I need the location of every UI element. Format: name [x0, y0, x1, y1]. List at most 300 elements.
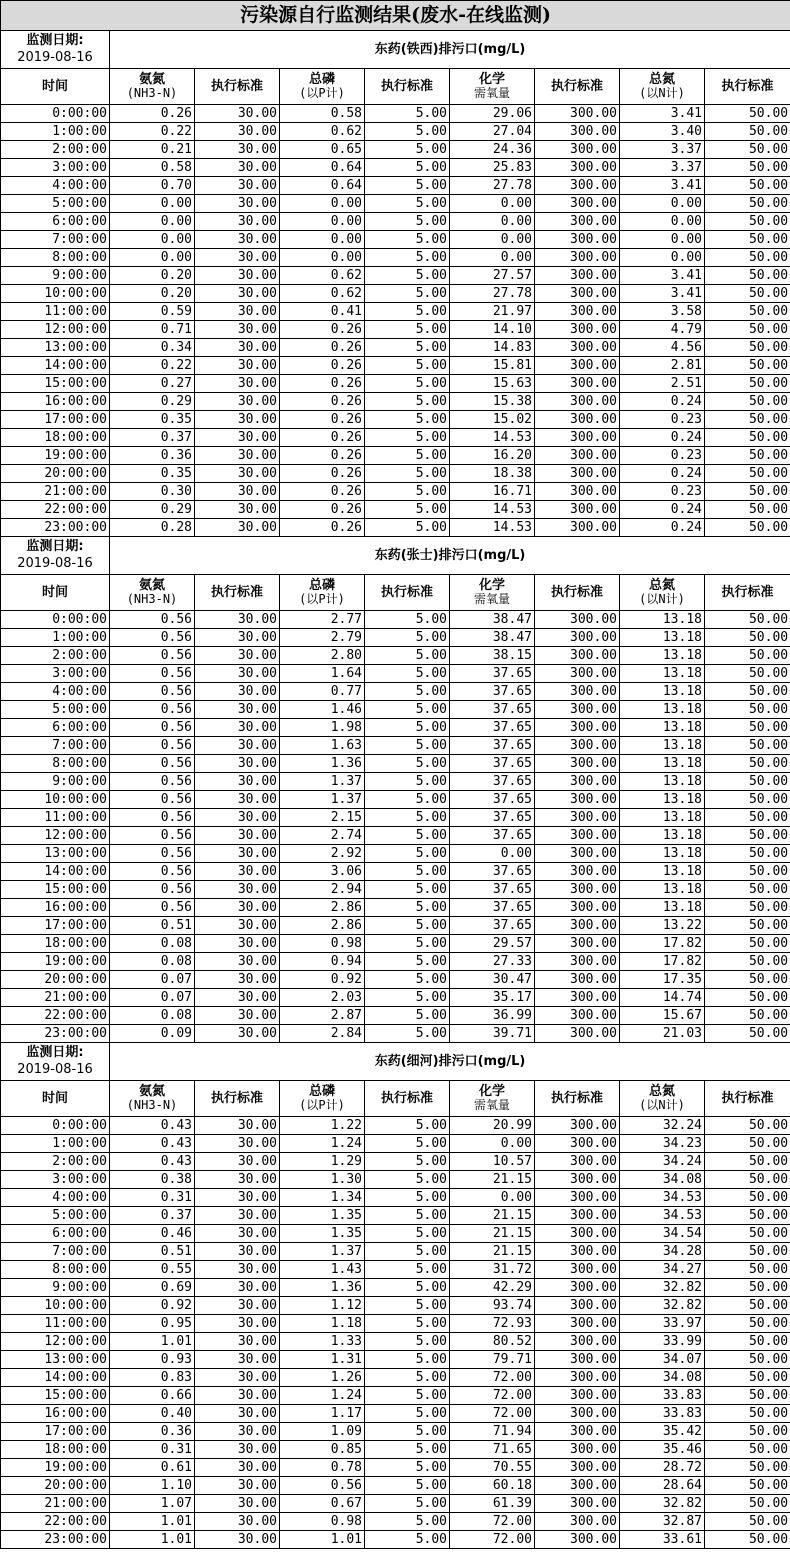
ammonia-nitrogen-cell: 0.56 — [110, 827, 195, 845]
nitrogen-standard-cell: 50.00 — [705, 213, 790, 231]
total-phosphorus-cell: 0.26 — [280, 429, 365, 447]
ammonia-standard-cell: 30.00 — [195, 249, 280, 267]
column-header-line2: 需氧量 — [473, 86, 510, 101]
ammonia-nitrogen-cell: 0.29 — [110, 501, 195, 519]
table-row — [1, 177, 790, 195]
time-cell: 23:00:00 — [1, 1025, 110, 1043]
total-phosphorus-cell: 1.34 — [280, 1189, 365, 1207]
cod-cell: 71.65 — [450, 1441, 535, 1459]
total-nitrogen-cell: 35.46 — [620, 1441, 705, 1459]
time-cell: 18:00:00 — [1, 1441, 110, 1459]
ammonia-nitrogen-cell: 0.00 — [110, 231, 195, 249]
phosphorus-standard-cell: 5.00 — [365, 321, 450, 339]
ammonia-standard-cell: 30.00 — [195, 773, 280, 791]
total-nitrogen-cell: 32.82 — [620, 1297, 705, 1315]
cod-standard-cell: 300.00 — [535, 1459, 620, 1477]
monitoring-date-cell — [1, 1043, 110, 1081]
phosphorus-standard-cell: 5.00 — [365, 1297, 450, 1315]
table-row — [1, 1351, 790, 1369]
table-row — [1, 611, 790, 629]
time-cell: 13:00:00 — [1, 1351, 110, 1369]
total-nitrogen-cell: 13.18 — [620, 629, 705, 647]
outlet-title: 东药(铁西)排污口(mg/L) — [110, 31, 790, 69]
table-row — [1, 1369, 790, 1387]
ammonia-nitrogen-cell: 0.38 — [110, 1171, 195, 1189]
cod-cell: 93.74 — [450, 1297, 535, 1315]
ammonia-standard-cell: 30.00 — [195, 1153, 280, 1171]
cod-standard-cell: 300.00 — [535, 1025, 620, 1043]
nitrogen-standard-cell: 50.00 — [705, 159, 790, 177]
phosphorus-standard-cell: 5.00 — [365, 447, 450, 465]
ammonia-standard-cell: 30.00 — [195, 1531, 280, 1549]
total-nitrogen-cell: 32.82 — [620, 1495, 705, 1513]
monitoring-date: 2019-08-16 — [17, 49, 93, 65]
column-header-line2: 需氧量 — [473, 1098, 510, 1113]
column-header-line1: 总磷 — [308, 72, 335, 88]
table-row — [1, 881, 790, 899]
column-header-ammonia-standard — [195, 1081, 280, 1117]
phosphorus-standard-cell: 5.00 — [365, 375, 450, 393]
ammonia-nitrogen-cell: 0.20 — [110, 285, 195, 303]
cod-cell: 27.33 — [450, 953, 535, 971]
time-cell: 18:00:00 — [1, 429, 110, 447]
ammonia-standard-cell: 30.00 — [195, 375, 280, 393]
total-nitrogen-cell: 3.37 — [620, 141, 705, 159]
ammonia-nitrogen-cell: 0.00 — [110, 249, 195, 267]
ammonia-standard-cell: 30.00 — [195, 519, 280, 537]
total-phosphorus-cell: 2.86 — [280, 917, 365, 935]
total-phosphorus-cell: 1.64 — [280, 665, 365, 683]
time-cell: 6:00:00 — [1, 1225, 110, 1243]
table-row — [1, 809, 790, 827]
cod-cell: 18.38 — [450, 465, 535, 483]
ammonia-nitrogen-cell: 0.71 — [110, 321, 195, 339]
total-nitrogen-cell: 35.42 — [620, 1423, 705, 1441]
cod-cell: 0.00 — [450, 249, 535, 267]
time-cell: 0:00:00 — [1, 1117, 110, 1135]
nitrogen-standard-cell: 50.00 — [705, 375, 790, 393]
nitrogen-standard-cell: 50.00 — [705, 719, 790, 737]
total-phosphorus-cell: 1.37 — [280, 773, 365, 791]
phosphorus-standard-cell: 5.00 — [365, 881, 450, 899]
total-nitrogen-cell: 33.83 — [620, 1387, 705, 1405]
cod-cell: 37.65 — [450, 755, 535, 773]
nitrogen-standard-cell: 50.00 — [705, 411, 790, 429]
total-nitrogen-cell: 34.23 — [620, 1135, 705, 1153]
total-phosphorus-cell: 3.06 — [280, 863, 365, 881]
table-row — [1, 411, 790, 429]
column-header-line1: 执行标准 — [550, 1090, 603, 1106]
ammonia-nitrogen-cell: 0.37 — [110, 429, 195, 447]
total-phosphorus-cell: 0.26 — [280, 519, 365, 537]
time-cell: 2:00:00 — [1, 1153, 110, 1171]
phosphorus-standard-cell: 5.00 — [365, 1531, 450, 1549]
ammonia-standard-cell: 30.00 — [195, 1171, 280, 1189]
cod-standard-cell: 300.00 — [535, 447, 620, 465]
cod-standard-cell: 300.00 — [535, 1531, 620, 1549]
ammonia-nitrogen-cell: 0.56 — [110, 683, 195, 701]
cod-cell: 37.65 — [450, 701, 535, 719]
cod-cell: 38.15 — [450, 647, 535, 665]
column-header-line1: 时间 — [41, 1090, 68, 1106]
time-cell: 14:00:00 — [1, 863, 110, 881]
table-row — [1, 123, 790, 141]
ammonia-standard-cell: 30.00 — [195, 629, 280, 647]
table-row — [1, 1153, 790, 1171]
cod-cell: 0.00 — [450, 1189, 535, 1207]
ammonia-nitrogen-cell: 0.36 — [110, 447, 195, 465]
cod-standard-cell: 300.00 — [535, 123, 620, 141]
total-phosphorus-cell: 0.00 — [280, 231, 365, 249]
total-phosphorus-cell: 0.00 — [280, 195, 365, 213]
ammonia-nitrogen-cell: 0.34 — [110, 339, 195, 357]
cod-standard-cell: 300.00 — [535, 629, 620, 647]
ammonia-standard-cell: 30.00 — [195, 809, 280, 827]
total-nitrogen-cell: 4.56 — [620, 339, 705, 357]
date-label: 监测日期: — [26, 1045, 84, 1061]
column-header-line1: 执行标准 — [721, 584, 774, 600]
table-row — [1, 483, 790, 501]
cod-standard-cell: 300.00 — [535, 303, 620, 321]
cod-standard-cell: 300.00 — [535, 231, 620, 249]
ammonia-nitrogen-cell: 0.00 — [110, 213, 195, 231]
cod-standard-cell: 300.00 — [535, 1369, 620, 1387]
time-cell: 8:00:00 — [1, 755, 110, 773]
cod-cell: 29.06 — [450, 105, 535, 123]
total-nitrogen-cell: 13.18 — [620, 899, 705, 917]
nitrogen-standard-cell: 50.00 — [705, 773, 790, 791]
total-phosphorus-cell: 0.41 — [280, 303, 365, 321]
cod-standard-cell: 300.00 — [535, 1171, 620, 1189]
column-header-time — [1, 575, 110, 611]
ammonia-standard-cell: 30.00 — [195, 339, 280, 357]
table-row — [1, 1315, 790, 1333]
table-row — [1, 629, 790, 647]
cod-standard-cell: 300.00 — [535, 1135, 620, 1153]
total-phosphorus-cell: 2.84 — [280, 1025, 365, 1043]
ammonia-nitrogen-cell: 0.55 — [110, 1261, 195, 1279]
phosphorus-standard-cell: 5.00 — [365, 501, 450, 519]
nitrogen-standard-cell: 50.00 — [705, 899, 790, 917]
total-phosphorus-cell: 2.86 — [280, 899, 365, 917]
ammonia-standard-cell: 30.00 — [195, 267, 280, 285]
total-nitrogen-cell: 0.24 — [620, 501, 705, 519]
total-phosphorus-cell: 1.37 — [280, 1243, 365, 1261]
column-header-line1: 氨氮 — [138, 578, 165, 594]
phosphorus-standard-cell: 5.00 — [365, 213, 450, 231]
total-nitrogen-cell: 13.22 — [620, 917, 705, 935]
total-nitrogen-cell: 17.82 — [620, 935, 705, 953]
phosphorus-standard-cell: 5.00 — [365, 483, 450, 501]
ammonia-nitrogen-cell: 0.35 — [110, 465, 195, 483]
nitrogen-standard-cell: 50.00 — [705, 177, 790, 195]
time-cell: 23:00:00 — [1, 1531, 110, 1549]
cod-standard-cell: 300.00 — [535, 195, 620, 213]
cod-cell: 37.65 — [450, 683, 535, 701]
table-row — [1, 321, 790, 339]
ammonia-standard-cell: 30.00 — [195, 701, 280, 719]
ammonia-standard-cell: 30.00 — [195, 1189, 280, 1207]
ammonia-nitrogen-cell: 0.27 — [110, 375, 195, 393]
time-cell: 10:00:00 — [1, 791, 110, 809]
table-row — [1, 719, 790, 737]
ammonia-nitrogen-cell: 0.30 — [110, 483, 195, 501]
nitrogen-standard-cell: 50.00 — [705, 1315, 790, 1333]
time-cell: 18:00:00 — [1, 935, 110, 953]
time-cell: 9:00:00 — [1, 773, 110, 791]
ammonia-nitrogen-cell: 0.43 — [110, 1135, 195, 1153]
total-nitrogen-cell: 13.18 — [620, 611, 705, 629]
cod-cell: 16.20 — [450, 447, 535, 465]
cod-standard-cell: 300.00 — [535, 863, 620, 881]
total-phosphorus-cell: 1.30 — [280, 1171, 365, 1189]
column-header-nitrogen-standard — [705, 575, 790, 611]
table-row — [1, 519, 790, 537]
cod-cell: 31.72 — [450, 1261, 535, 1279]
total-phosphorus-cell: 0.26 — [280, 483, 365, 501]
time-cell: 21:00:00 — [1, 483, 110, 501]
nitrogen-standard-cell: 50.00 — [705, 647, 790, 665]
time-cell: 21:00:00 — [1, 989, 110, 1007]
nitrogen-standard-cell: 50.00 — [705, 1117, 790, 1135]
cod-standard-cell: 300.00 — [535, 971, 620, 989]
column-header-line1: 化学 — [478, 72, 505, 88]
total-phosphorus-cell: 0.26 — [280, 393, 365, 411]
ammonia-standard-cell: 30.00 — [195, 1513, 280, 1531]
column-header-line1: 化学 — [478, 1084, 505, 1100]
table-row — [1, 989, 790, 1007]
phosphorus-standard-cell: 5.00 — [365, 701, 450, 719]
table-row — [1, 1297, 790, 1315]
total-phosphorus-cell: 0.26 — [280, 357, 365, 375]
cod-standard-cell: 300.00 — [535, 755, 620, 773]
ammonia-nitrogen-cell: 0.83 — [110, 1369, 195, 1387]
column-header-line2: (以P计) — [299, 592, 345, 607]
cod-cell: 21.97 — [450, 303, 535, 321]
table-row — [1, 773, 790, 791]
cod-cell: 0.00 — [450, 1135, 535, 1153]
total-nitrogen-cell: 0.24 — [620, 429, 705, 447]
table-row — [1, 195, 790, 213]
total-phosphorus-cell: 0.58 — [280, 105, 365, 123]
cod-standard-cell: 300.00 — [535, 1243, 620, 1261]
total-phosphorus-cell: 0.26 — [280, 447, 365, 465]
nitrogen-standard-cell: 50.00 — [705, 1477, 790, 1495]
ammonia-standard-cell: 30.00 — [195, 1117, 280, 1135]
phosphorus-standard-cell: 5.00 — [365, 1025, 450, 1043]
column-header-line1: 总氮 — [648, 578, 675, 594]
phosphorus-standard-cell: 5.00 — [365, 1405, 450, 1423]
cod-cell: 16.71 — [450, 483, 535, 501]
cod-cell: 14.53 — [450, 519, 535, 537]
total-nitrogen-cell: 34.27 — [620, 1261, 705, 1279]
total-phosphorus-cell: 2.79 — [280, 629, 365, 647]
phosphorus-standard-cell: 5.00 — [365, 1243, 450, 1261]
ammonia-standard-cell: 30.00 — [195, 737, 280, 755]
cod-cell: 72.00 — [450, 1369, 535, 1387]
ammonia-standard-cell: 30.00 — [195, 1225, 280, 1243]
nitrogen-standard-cell: 50.00 — [705, 1025, 790, 1043]
ammonia-standard-cell: 30.00 — [195, 105, 280, 123]
phosphorus-standard-cell: 5.00 — [365, 1007, 450, 1025]
table-row — [1, 213, 790, 231]
total-nitrogen-cell: 33.99 — [620, 1333, 705, 1351]
cod-cell: 0.00 — [450, 231, 535, 249]
table-row — [1, 1007, 790, 1025]
cod-standard-cell: 300.00 — [535, 411, 620, 429]
table-row — [1, 1405, 790, 1423]
ammonia-standard-cell: 30.00 — [195, 1387, 280, 1405]
column-header-line1: 总磷 — [308, 1084, 335, 1100]
nitrogen-standard-cell: 50.00 — [705, 231, 790, 249]
cod-cell: 61.39 — [450, 1495, 535, 1513]
phosphorus-standard-cell: 5.00 — [365, 827, 450, 845]
table-row — [1, 953, 790, 971]
column-header-ammonia-standard — [195, 575, 280, 611]
column-header-line2: (以N计) — [639, 86, 685, 101]
nitrogen-standard-cell: 50.00 — [705, 1513, 790, 1531]
phosphorus-standard-cell: 5.00 — [365, 339, 450, 357]
phosphorus-standard-cell: 5.00 — [365, 1261, 450, 1279]
outlet-title: 东药(细河)排污口(mg/L) — [110, 1043, 790, 1081]
total-nitrogen-cell: 0.24 — [620, 519, 705, 537]
cod-cell: 14.53 — [450, 501, 535, 519]
time-cell: 10:00:00 — [1, 1297, 110, 1315]
ammonia-standard-cell: 30.00 — [195, 1405, 280, 1423]
nitrogen-standard-cell: 50.00 — [705, 1243, 790, 1261]
monitoring-date-cell — [1, 31, 110, 69]
ammonia-nitrogen-cell: 0.66 — [110, 1387, 195, 1405]
table-row — [1, 429, 790, 447]
column-header-ammonia-nitrogen — [110, 1081, 195, 1117]
ammonia-standard-cell: 30.00 — [195, 465, 280, 483]
cod-cell: 21.15 — [450, 1225, 535, 1243]
phosphorus-standard-cell: 5.00 — [365, 429, 450, 447]
total-nitrogen-cell: 32.82 — [620, 1279, 705, 1297]
column-header-line2: (NH3-N) — [126, 592, 178, 607]
ammonia-nitrogen-cell: 0.95 — [110, 1315, 195, 1333]
ammonia-nitrogen-cell: 0.28 — [110, 519, 195, 537]
phosphorus-standard-cell: 5.00 — [365, 195, 450, 213]
total-nitrogen-cell: 17.35 — [620, 971, 705, 989]
total-nitrogen-cell: 34.53 — [620, 1189, 705, 1207]
phosphorus-standard-cell: 5.00 — [365, 755, 450, 773]
table-row — [1, 701, 790, 719]
column-header-total-nitrogen — [620, 575, 705, 611]
table-row — [1, 1387, 790, 1405]
total-phosphorus-cell: 1.36 — [280, 755, 365, 773]
cod-cell: 72.00 — [450, 1531, 535, 1549]
cod-cell: 42.29 — [450, 1279, 535, 1297]
cod-cell: 37.65 — [450, 899, 535, 917]
time-cell: 22:00:00 — [1, 1513, 110, 1531]
cod-cell: 36.99 — [450, 1007, 535, 1025]
nitrogen-standard-cell: 50.00 — [705, 249, 790, 267]
total-phosphorus-cell: 0.94 — [280, 953, 365, 971]
cod-cell: 15.02 — [450, 411, 535, 429]
time-cell: 20:00:00 — [1, 465, 110, 483]
column-header-line1: 执行标准 — [380, 584, 433, 600]
cod-cell: 14.53 — [450, 429, 535, 447]
cod-cell: 37.65 — [450, 881, 535, 899]
nitrogen-standard-cell: 50.00 — [705, 737, 790, 755]
table-row — [1, 1225, 790, 1243]
nitrogen-standard-cell: 50.00 — [705, 935, 790, 953]
ammonia-nitrogen-cell: 0.22 — [110, 357, 195, 375]
time-cell: 12:00:00 — [1, 321, 110, 339]
total-phosphorus-cell: 1.22 — [280, 1117, 365, 1135]
table-row — [1, 1243, 790, 1261]
ammonia-standard-cell: 30.00 — [195, 411, 280, 429]
cod-standard-cell: 300.00 — [535, 737, 620, 755]
ammonia-standard-cell: 30.00 — [195, 213, 280, 231]
total-phosphorus-cell: 1.24 — [280, 1135, 365, 1153]
ammonia-nitrogen-cell: 0.29 — [110, 393, 195, 411]
cod-cell: 79.71 — [450, 1351, 535, 1369]
table-row — [1, 1477, 790, 1495]
column-header-line2: (NH3-N) — [126, 1098, 178, 1113]
nitrogen-standard-cell: 50.00 — [705, 1531, 790, 1549]
ammonia-nitrogen-cell: 0.56 — [110, 665, 195, 683]
cod-standard-cell: 300.00 — [535, 1207, 620, 1225]
ammonia-nitrogen-cell: 0.70 — [110, 177, 195, 195]
time-cell: 19:00:00 — [1, 953, 110, 971]
table-row — [1, 737, 790, 755]
cod-cell: 37.65 — [450, 863, 535, 881]
ammonia-nitrogen-cell: 0.56 — [110, 845, 195, 863]
time-cell: 11:00:00 — [1, 303, 110, 321]
cod-cell: 60.18 — [450, 1477, 535, 1495]
total-nitrogen-cell: 13.18 — [620, 719, 705, 737]
phosphorus-standard-cell: 5.00 — [365, 845, 450, 863]
cod-standard-cell: 300.00 — [535, 1189, 620, 1207]
cod-standard-cell: 300.00 — [535, 1297, 620, 1315]
ammonia-nitrogen-cell: 0.22 — [110, 123, 195, 141]
time-cell: 15:00:00 — [1, 375, 110, 393]
table-row — [1, 935, 790, 953]
cod-cell: 27.78 — [450, 285, 535, 303]
table-row — [1, 303, 790, 321]
total-phosphorus-cell: 0.62 — [280, 267, 365, 285]
table-row — [1, 393, 790, 411]
ammonia-standard-cell: 30.00 — [195, 303, 280, 321]
ammonia-standard-cell: 30.00 — [195, 231, 280, 249]
nitrogen-standard-cell: 50.00 — [705, 267, 790, 285]
ammonia-standard-cell: 30.00 — [195, 917, 280, 935]
cod-standard-cell: 300.00 — [535, 1405, 620, 1423]
total-nitrogen-cell: 2.81 — [620, 357, 705, 375]
column-header-line1: 总氮 — [648, 1084, 675, 1100]
nitrogen-standard-cell: 50.00 — [705, 483, 790, 501]
ammonia-standard-cell: 30.00 — [195, 483, 280, 501]
column-header-cod — [450, 1081, 535, 1117]
total-nitrogen-cell: 3.41 — [620, 177, 705, 195]
nitrogen-standard-cell: 50.00 — [705, 1423, 790, 1441]
cod-standard-cell: 300.00 — [535, 665, 620, 683]
cod-cell: 21.15 — [450, 1171, 535, 1189]
total-nitrogen-cell: 13.18 — [620, 701, 705, 719]
total-nitrogen-cell: 13.18 — [620, 827, 705, 845]
column-header-line1: 执行标准 — [721, 1090, 774, 1106]
cod-standard-cell: 300.00 — [535, 249, 620, 267]
cod-standard-cell: 300.00 — [535, 1351, 620, 1369]
total-nitrogen-cell: 3.37 — [620, 159, 705, 177]
cod-cell: 72.00 — [450, 1387, 535, 1405]
table-row — [1, 791, 790, 809]
time-cell: 4:00:00 — [1, 1189, 110, 1207]
time-cell: 20:00:00 — [1, 971, 110, 989]
cod-standard-cell: 300.00 — [535, 1279, 620, 1297]
